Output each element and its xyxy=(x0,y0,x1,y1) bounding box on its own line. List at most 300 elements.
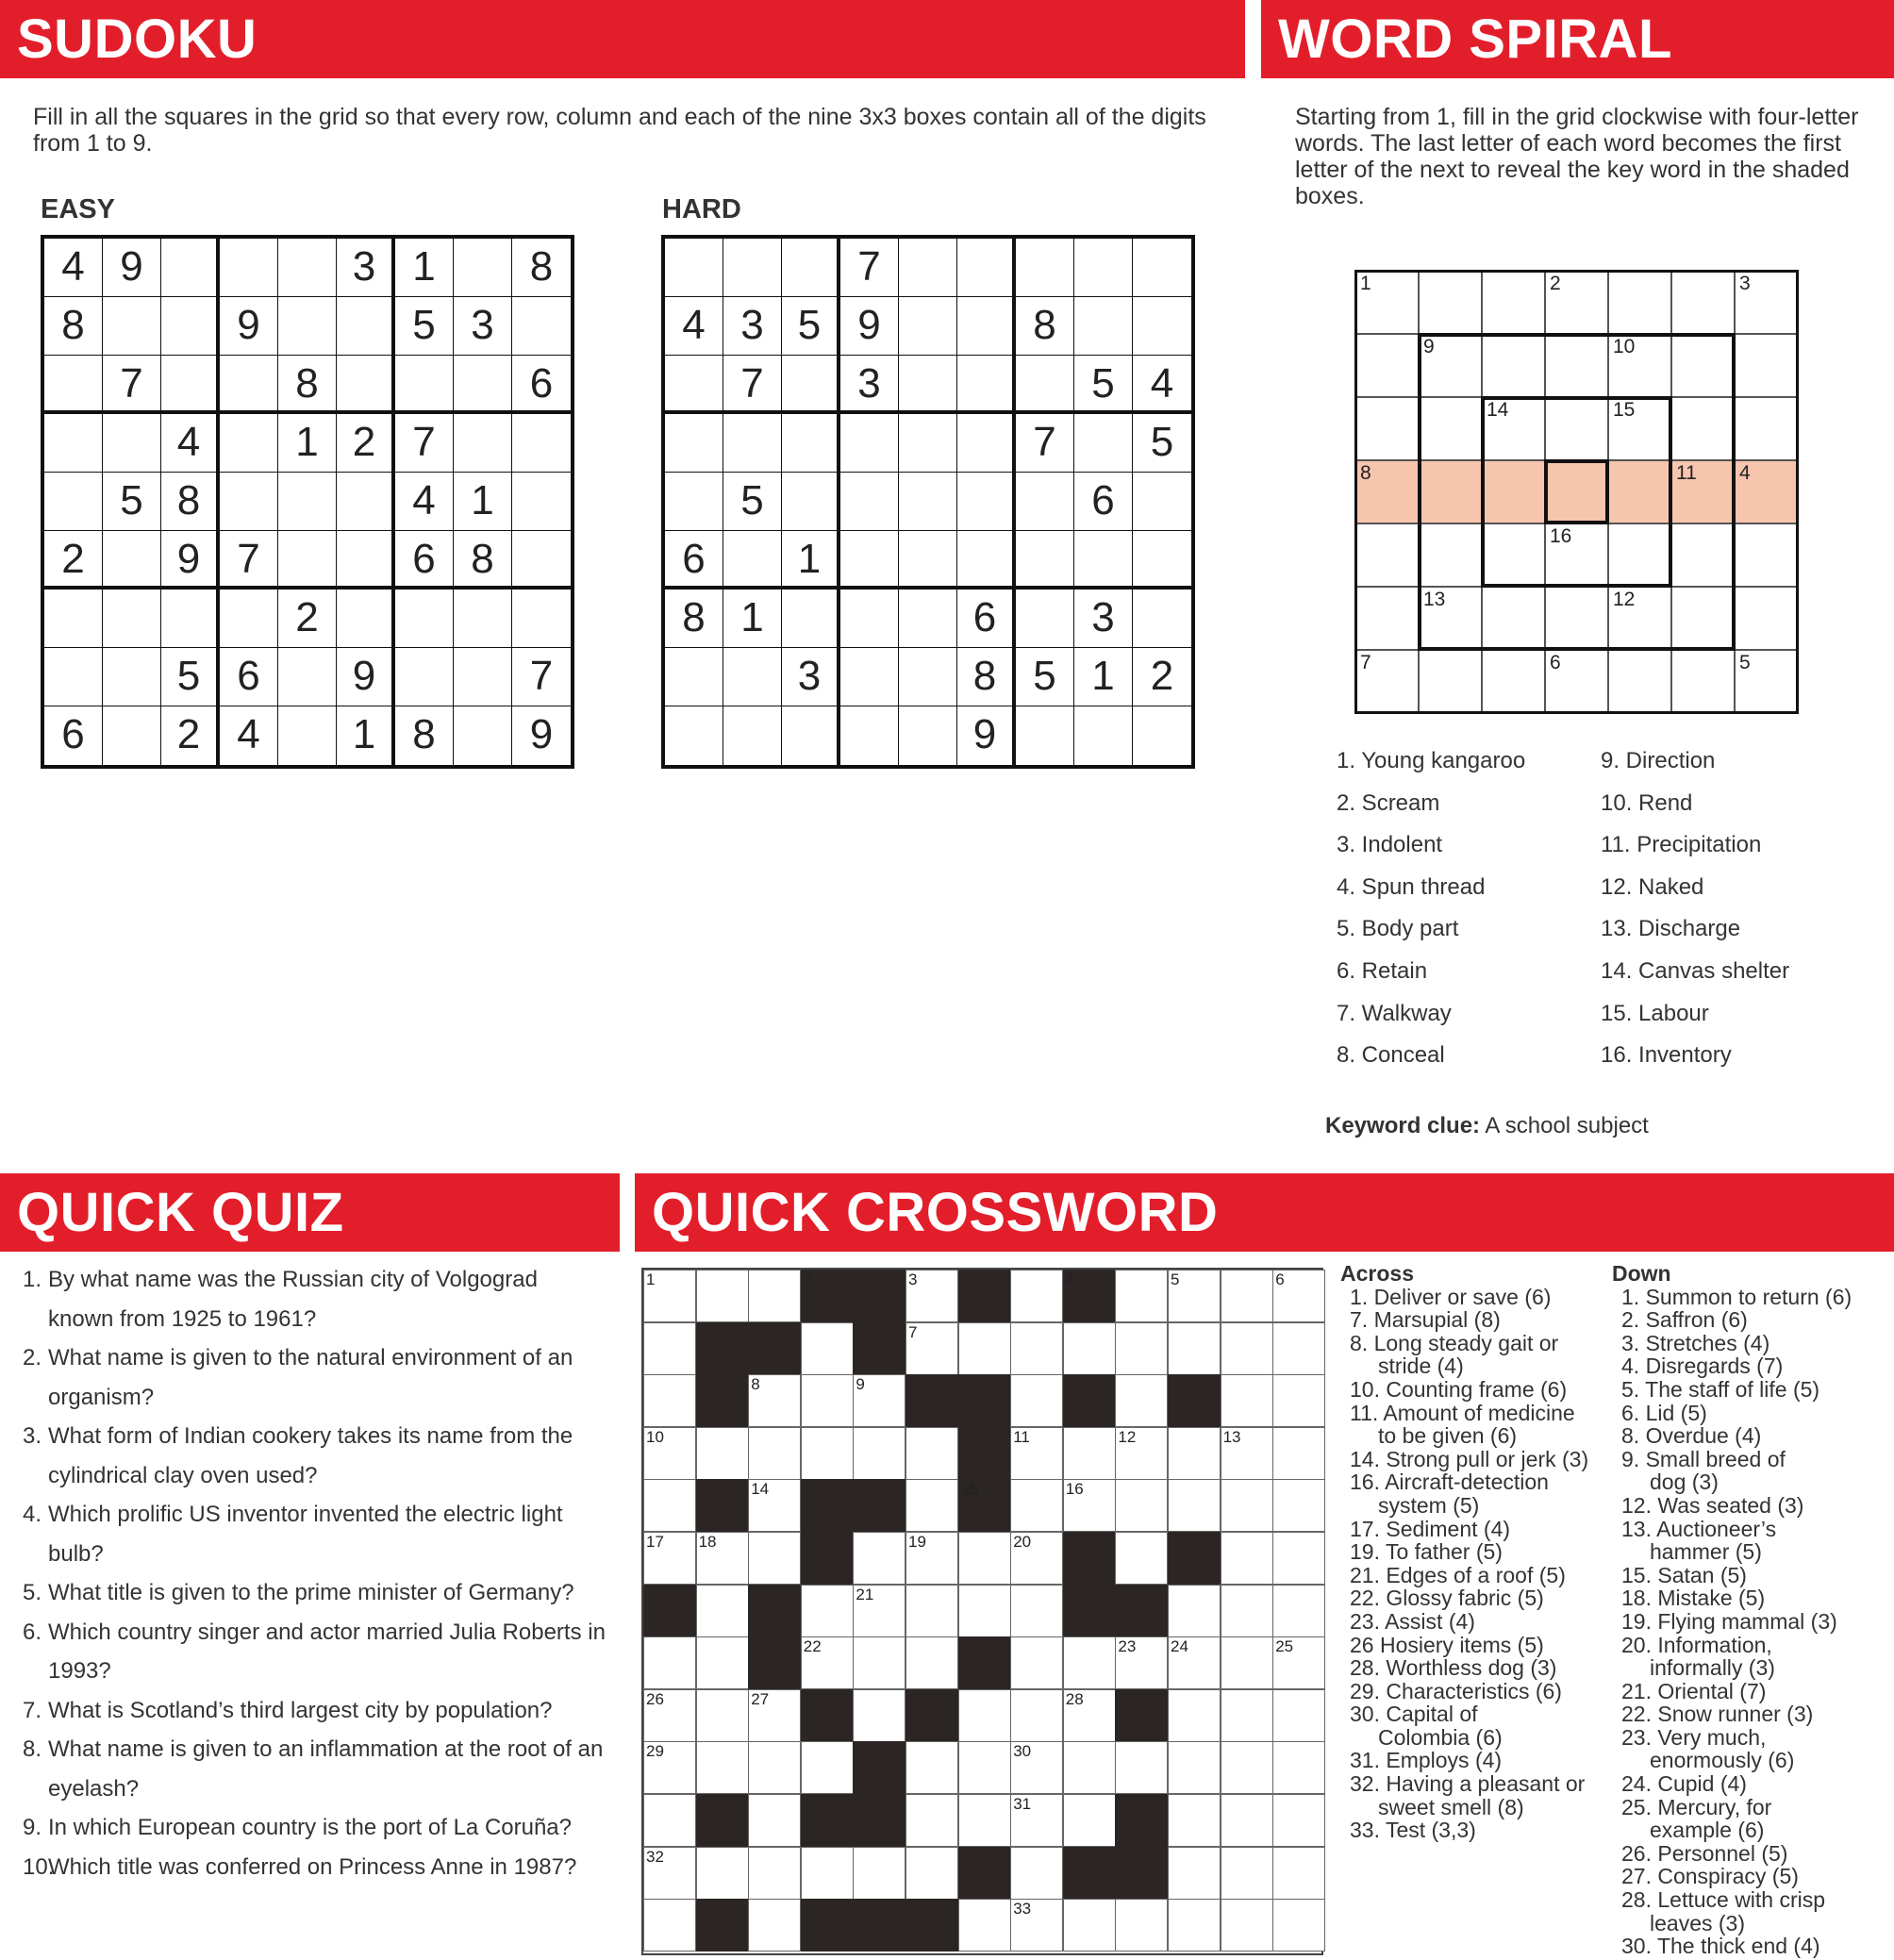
crossword-black-cell xyxy=(1115,1794,1168,1847)
sudoku-cell[interactable] xyxy=(840,590,899,648)
sudoku-cell[interactable]: 1 xyxy=(454,473,512,531)
sudoku-cell[interactable] xyxy=(278,531,337,590)
crossword-cell[interactable] xyxy=(1168,1794,1221,1847)
sudoku-cell[interactable]: 7 xyxy=(1016,414,1074,473)
crossword-cell[interactable] xyxy=(643,1322,696,1375)
sudoku-cell[interactable] xyxy=(723,648,782,706)
sudoku-cell[interactable]: 4 xyxy=(1133,356,1191,414)
crossword-black-cell xyxy=(748,1636,801,1689)
sudoku-cell[interactable]: 5 xyxy=(161,648,220,706)
crossword-cell[interactable] xyxy=(643,1374,696,1427)
down-clue: 5. The staff of life (5) xyxy=(1621,1376,1820,1402)
sudoku-cell[interactable] xyxy=(665,648,723,706)
sudoku-cell[interactable]: 7 xyxy=(723,356,782,414)
crossword-cell[interactable] xyxy=(1221,1636,1273,1689)
down-clues xyxy=(1612,1262,1890,1958)
sudoku-cell[interactable] xyxy=(220,473,278,531)
sudoku-cell[interactable]: 1 xyxy=(1074,648,1133,706)
sudoku-cell[interactable] xyxy=(161,297,220,356)
crossword-cell[interactable] xyxy=(1221,1479,1273,1532)
spiral-ring-border xyxy=(1544,459,1609,524)
crossword-cell[interactable] xyxy=(748,1741,801,1794)
sudoku-cell[interactable] xyxy=(723,706,782,765)
sudoku-cell[interactable] xyxy=(957,297,1016,356)
sudoku-cell[interactable] xyxy=(454,414,512,473)
crossword-cell[interactable] xyxy=(748,1427,801,1480)
sudoku-cell[interactable]: 8 xyxy=(1016,297,1074,356)
sudoku-cell[interactable]: 5 xyxy=(395,297,454,356)
sudoku-cell[interactable] xyxy=(1016,356,1074,414)
crossword-cell[interactable] xyxy=(748,1532,801,1585)
sudoku-cell[interactable]: 6 xyxy=(957,590,1016,648)
sudoku-cell[interactable] xyxy=(665,414,723,473)
crossword-cell[interactable] xyxy=(801,1741,854,1794)
sudoku-cell[interactable] xyxy=(512,590,571,648)
sudoku-cell[interactable] xyxy=(278,473,337,531)
crossword-cell[interactable] xyxy=(958,1532,1011,1585)
crossword-cell[interactable] xyxy=(696,1270,749,1322)
sudoku-cell[interactable]: 8 xyxy=(44,297,103,356)
spiral-number: 14 xyxy=(1487,399,1509,421)
sudoku-cell[interactable]: 1 xyxy=(782,531,840,590)
crossword-cell[interactable] xyxy=(696,1689,749,1742)
quiz-question xyxy=(23,1808,607,1848)
sudoku-cell[interactable] xyxy=(723,239,782,297)
sudoku-cell[interactable]: 5 xyxy=(1016,648,1074,706)
crossword-cell[interactable] xyxy=(1221,1322,1273,1375)
crossword-cell[interactable] xyxy=(1272,1322,1325,1375)
crossword-cell[interactable] xyxy=(1010,1585,1063,1637)
sudoku-cell[interactable] xyxy=(899,473,957,531)
crossword-cell[interactable] xyxy=(643,1479,696,1532)
crossword-cell[interactable] xyxy=(801,1322,854,1375)
sudoku-cell[interactable]: 8 xyxy=(278,356,337,414)
crossword-cell[interactable] xyxy=(801,1427,854,1480)
sudoku-cell[interactable]: 8 xyxy=(512,239,571,297)
crossword-black-cell xyxy=(958,1847,1011,1900)
sudoku-cell[interactable]: 9 xyxy=(337,648,395,706)
crossword-cell[interactable] xyxy=(1272,1847,1325,1900)
sudoku-cell[interactable] xyxy=(1133,297,1191,356)
sudoku-cell[interactable] xyxy=(1133,239,1191,297)
crossword-cell[interactable] xyxy=(905,1585,958,1637)
sudoku-cell[interactable] xyxy=(278,706,337,765)
sudoku-cell[interactable] xyxy=(337,473,395,531)
crossword-cell[interactable] xyxy=(1221,1899,1273,1952)
crossword-cell[interactable] xyxy=(1115,1322,1168,1375)
crossword-cell[interactable] xyxy=(1221,1794,1273,1847)
sudoku-cell[interactable] xyxy=(220,414,278,473)
sudoku-cell[interactable]: 3 xyxy=(1074,590,1133,648)
sudoku-cell[interactable]: 6 xyxy=(1074,473,1133,531)
crossword-cell[interactable] xyxy=(905,1847,958,1900)
crossword-number: 22 xyxy=(803,1637,822,1656)
crossword-cell[interactable] xyxy=(643,1636,696,1689)
crossword-cell[interactable] xyxy=(1063,1322,1116,1375)
crossword-cell[interactable] xyxy=(853,1532,905,1585)
sudoku-cell[interactable] xyxy=(899,648,957,706)
crossword-cell[interactable] xyxy=(1272,1741,1325,1794)
sudoku-cell[interactable]: 6 xyxy=(220,648,278,706)
sudoku-cell[interactable] xyxy=(395,356,454,414)
crossword-cell[interactable] xyxy=(1115,1479,1168,1532)
quiz-question-number: 9. xyxy=(23,1815,42,1840)
sudoku-cell[interactable] xyxy=(395,590,454,648)
sudoku-cell[interactable] xyxy=(220,356,278,414)
sudoku-cell[interactable] xyxy=(840,473,899,531)
sudoku-cell[interactable] xyxy=(220,239,278,297)
crossword-cell[interactable] xyxy=(1221,1585,1273,1637)
sudoku-cell[interactable]: 3 xyxy=(723,297,782,356)
crossword-cell[interactable] xyxy=(958,1794,1011,1847)
sudoku-cell[interactable] xyxy=(1133,706,1191,765)
crossword-black-cell xyxy=(748,1585,801,1637)
sudoku-cell[interactable] xyxy=(1074,297,1133,356)
sudoku-cell[interactable]: 3 xyxy=(840,356,899,414)
sudoku-cell[interactable] xyxy=(1016,590,1074,648)
quiz-question-text: What name is given to the natural environment of an organism? xyxy=(48,1345,573,1410)
crossword-cell[interactable] xyxy=(1115,1741,1168,1794)
quick-quiz-questions xyxy=(23,1260,607,1886)
sudoku-cell[interactable]: 9 xyxy=(529,711,554,757)
crossword-cell[interactable] xyxy=(958,1585,1011,1637)
crossword-cell[interactable] xyxy=(1272,1374,1325,1427)
sudoku-cell[interactable] xyxy=(1133,590,1191,648)
crossword-cell[interactable] xyxy=(1221,1532,1273,1585)
crossword-cell[interactable] xyxy=(1221,1270,1273,1322)
crossword-cell[interactable] xyxy=(643,1899,696,1952)
crossword-cell[interactable] xyxy=(1272,1794,1325,1847)
sudoku-cell[interactable] xyxy=(161,239,220,297)
sudoku-cell[interactable] xyxy=(840,531,899,590)
down-clue: 18. Mistake (5) xyxy=(1621,1586,1766,1611)
sudoku-cell[interactable] xyxy=(1016,473,1074,531)
crossword-cell[interactable] xyxy=(853,1847,905,1900)
sudoku-cell[interactable] xyxy=(899,531,957,590)
sudoku-cell[interactable] xyxy=(512,414,571,473)
crossword-black-cell xyxy=(696,1374,749,1427)
sudoku-cell[interactable]: 9 xyxy=(220,297,278,356)
crossword-cell[interactable] xyxy=(1272,1899,1325,1952)
sudoku-cell[interactable]: 2 xyxy=(337,414,395,473)
sudoku-cell[interactable] xyxy=(337,356,395,414)
crossword-cell[interactable] xyxy=(1221,1689,1273,1742)
sudoku-cell[interactable] xyxy=(454,356,512,414)
sudoku-cell[interactable]: 5 xyxy=(1133,414,1191,473)
sudoku-cell[interactable] xyxy=(840,414,899,473)
sudoku-cell[interactable] xyxy=(957,414,1016,473)
sudoku-cell[interactable] xyxy=(44,356,103,414)
crossword-cell[interactable] xyxy=(1115,1374,1168,1427)
crossword-cell[interactable] xyxy=(1010,1847,1063,1900)
sudoku-cell[interactable] xyxy=(665,239,723,297)
crossword-cell[interactable] xyxy=(1168,1585,1221,1637)
sudoku-cell[interactable]: 8 xyxy=(957,648,1016,706)
sudoku-cell[interactable] xyxy=(723,531,782,590)
sudoku-cell[interactable] xyxy=(337,590,395,648)
sudoku-cell[interactable] xyxy=(665,356,723,414)
crossword-cell[interactable] xyxy=(1168,1847,1221,1900)
sudoku-cell[interactable]: 7 xyxy=(103,356,161,414)
sudoku-cell[interactable] xyxy=(1016,531,1074,590)
sudoku-cell[interactable]: 5 xyxy=(723,473,782,531)
spiral-number: 5 xyxy=(1739,652,1751,673)
crossword-black-cell xyxy=(958,1636,1011,1689)
sudoku-cell[interactable]: 1 xyxy=(337,706,395,765)
crossword-cell[interactable] xyxy=(905,1636,958,1689)
sudoku-cell[interactable] xyxy=(278,297,337,356)
sudoku-cell[interactable]: 9 xyxy=(161,531,220,590)
sudoku-cell[interactable]: 7 xyxy=(220,531,278,590)
sudoku-cell[interactable]: 8 xyxy=(161,473,220,531)
crossword-number: 8 xyxy=(751,1375,760,1394)
sudoku-cell[interactable] xyxy=(1016,706,1074,765)
sudoku-cell[interactable] xyxy=(782,590,840,648)
crossword-cell[interactable] xyxy=(1063,1794,1116,1847)
sudoku-cell[interactable] xyxy=(1074,414,1133,473)
crossword-cell[interactable] xyxy=(1010,1322,1063,1375)
sudoku-cell[interactable] xyxy=(103,297,161,356)
crossword-black-cell xyxy=(853,1899,905,1952)
sudoku-cell[interactable]: 3 xyxy=(454,297,512,356)
crossword-number: 10 xyxy=(646,1427,664,1446)
crossword-cell[interactable] xyxy=(1010,1270,1063,1322)
spiral-clue: 4. Spun thread xyxy=(1337,873,1486,900)
crossword-cell[interactable] xyxy=(853,1636,905,1689)
sudoku-cell[interactable]: 6 xyxy=(512,356,571,414)
sudoku-cell[interactable] xyxy=(782,473,840,531)
sudoku-cell[interactable] xyxy=(337,531,395,590)
crossword-cell[interactable] xyxy=(696,1427,749,1480)
crossword-cell[interactable] xyxy=(696,1585,749,1637)
crossword-cell[interactable] xyxy=(696,1636,749,1689)
sudoku-cell[interactable] xyxy=(220,590,278,648)
sudoku-cell[interactable] xyxy=(723,414,782,473)
crossword-cell[interactable] xyxy=(1063,1427,1116,1480)
crossword-cell[interactable] xyxy=(748,1270,801,1322)
sudoku-cell[interactable]: 2 xyxy=(161,706,220,765)
crossword-cell[interactable] xyxy=(1063,1899,1116,1952)
sudoku-cell[interactable]: 5 xyxy=(103,473,161,531)
sudoku-cell[interactable] xyxy=(782,414,840,473)
sudoku-cell[interactable]: 9 xyxy=(957,706,1016,765)
crossword-cell[interactable] xyxy=(905,1794,958,1847)
crossword-cell[interactable] xyxy=(905,1741,958,1794)
sudoku-cell[interactable] xyxy=(665,473,723,531)
crossword-cell[interactable] xyxy=(748,1899,801,1952)
sudoku-cell[interactable] xyxy=(44,473,103,531)
sudoku-cell[interactable] xyxy=(103,414,161,473)
sudoku-cell[interactable]: 3 xyxy=(782,648,840,706)
sudoku-cell[interactable]: 8 xyxy=(454,531,512,590)
sudoku-cell[interactable]: 3 xyxy=(337,239,395,297)
crossword-cell[interactable] xyxy=(801,1374,854,1427)
sudoku-cell[interactable]: 4 xyxy=(44,239,103,297)
crossword-cell[interactable] xyxy=(1010,1689,1063,1742)
crossword-cell[interactable] xyxy=(958,1741,1011,1794)
crossword-cell[interactable] xyxy=(1272,1427,1325,1480)
spiral-number: 1 xyxy=(1360,273,1371,294)
sudoku-cell[interactable] xyxy=(278,648,337,706)
spiral-number: 6 xyxy=(1550,652,1561,673)
sudoku-cell[interactable]: 4 xyxy=(665,297,723,356)
sudoku-cell[interactable] xyxy=(840,648,899,706)
sudoku-cell[interactable]: 4 xyxy=(395,473,454,531)
sudoku-cell[interactable] xyxy=(899,356,957,414)
crossword-cell[interactable] xyxy=(1221,1374,1273,1427)
crossword-cell[interactable] xyxy=(1063,1636,1116,1689)
crossword-cell[interactable] xyxy=(1272,1689,1325,1742)
sudoku-cell[interactable] xyxy=(454,239,512,297)
sudoku-cell[interactable]: 6 xyxy=(665,531,723,590)
crossword-cell[interactable] xyxy=(1115,1270,1168,1322)
sudoku-cell[interactable]: 8 xyxy=(395,706,454,765)
sudoku-cell[interactable] xyxy=(1016,239,1074,297)
crossword-cell[interactable] xyxy=(1168,1479,1221,1532)
sudoku-cell[interactable] xyxy=(454,706,512,765)
word-spiral-banner xyxy=(1261,0,1894,78)
sudoku-cell[interactable]: 5 xyxy=(1074,356,1133,414)
crossword-cell[interactable] xyxy=(1221,1847,1273,1900)
crossword-cell[interactable] xyxy=(1115,1532,1168,1585)
sudoku-cell[interactable]: 2 xyxy=(44,531,103,590)
sudoku-cell[interactable] xyxy=(44,648,103,706)
crossword-cell[interactable] xyxy=(1010,1636,1063,1689)
crossword-cell[interactable] xyxy=(853,1689,905,1742)
sudoku-cell[interactable] xyxy=(103,706,161,765)
down-clue: dog (3) xyxy=(1650,1470,1719,1495)
crossword-cell[interactable] xyxy=(905,1479,958,1532)
crossword-black-cell xyxy=(853,1270,905,1322)
crossword-black-cell xyxy=(696,1899,749,1952)
crossword-cell[interactable] xyxy=(958,1322,1011,1375)
sudoku-cell[interactable] xyxy=(512,473,571,531)
crossword-cell[interactable] xyxy=(1168,1427,1221,1480)
sudoku-cell[interactable]: 8 xyxy=(665,590,723,648)
sudoku-cell[interactable] xyxy=(103,648,161,706)
across-clue: 22. Glossy fabric (5) xyxy=(1350,1586,1544,1611)
sudoku-cell[interactable] xyxy=(512,531,571,590)
crossword-cell[interactable] xyxy=(1221,1741,1273,1794)
crossword-black-cell xyxy=(801,1899,854,1952)
quiz-question-text: In which European country is the port of La Coruña? xyxy=(48,1815,572,1840)
sudoku-cell[interactable] xyxy=(899,297,957,356)
sudoku-cell[interactable] xyxy=(44,590,103,648)
crossword-cell[interactable] xyxy=(801,1585,854,1637)
sudoku-cell[interactable]: 4 xyxy=(220,706,278,765)
sudoku-cell[interactable]: 4 xyxy=(161,414,220,473)
crossword-cell[interactable] xyxy=(1168,1689,1221,1742)
crossword-cell[interactable] xyxy=(958,1689,1011,1742)
crossword-cell[interactable] xyxy=(748,1847,801,1900)
crossword-black-cell xyxy=(696,1479,749,1532)
crossword-cell[interactable] xyxy=(1115,1899,1168,1952)
crossword-black-cell xyxy=(748,1322,801,1375)
sudoku-cell[interactable] xyxy=(957,239,1016,297)
crossword-cell[interactable] xyxy=(1168,1899,1221,1952)
sudoku-cell[interactable] xyxy=(665,706,723,765)
sudoku-cell[interactable]: 7 xyxy=(512,648,571,706)
sudoku-cell[interactable] xyxy=(840,706,899,765)
sudoku-cell[interactable]: 7 xyxy=(840,239,899,297)
crossword-cell[interactable] xyxy=(1010,1479,1063,1532)
sudoku-cell[interactable] xyxy=(899,590,957,648)
sudoku-cell[interactable] xyxy=(454,590,512,648)
sudoku-cell[interactable] xyxy=(957,473,1016,531)
sudoku-cell[interactable] xyxy=(782,239,840,297)
sudoku-cell[interactable]: 9 xyxy=(840,297,899,356)
sudoku-cell[interactable]: 2 xyxy=(278,590,337,648)
crossword-cell[interactable] xyxy=(853,1427,905,1480)
sudoku-cell[interactable] xyxy=(278,239,337,297)
crossword-cell[interactable] xyxy=(696,1847,749,1900)
crossword-cell[interactable] xyxy=(748,1794,801,1847)
crossword-cell[interactable] xyxy=(1168,1322,1221,1375)
down-clue: 6. Lid (5) xyxy=(1621,1400,1707,1425)
crossword-cell[interactable] xyxy=(1272,1479,1325,1532)
sudoku-cell[interactable] xyxy=(1074,239,1133,297)
sudoku-cell[interactable] xyxy=(161,590,220,648)
crossword-cell[interactable] xyxy=(696,1741,749,1794)
sudoku-cell[interactable]: 6 xyxy=(395,531,454,590)
crossword-cell[interactable] xyxy=(1063,1741,1116,1794)
sudoku-cell[interactable] xyxy=(782,706,840,765)
sudoku-cell[interactable] xyxy=(395,648,454,706)
across-clue: to be given (6) xyxy=(1378,1423,1518,1449)
sudoku-cell[interactable] xyxy=(337,297,395,356)
quiz-question-number: 7. xyxy=(23,1697,42,1723)
sudoku-cell[interactable] xyxy=(1133,473,1191,531)
sudoku-cell[interactable]: 5 xyxy=(782,297,840,356)
sudoku-cell[interactable]: 6 xyxy=(44,706,103,765)
sudoku-cell[interactable] xyxy=(103,590,161,648)
crossword-black-cell xyxy=(801,1689,854,1742)
crossword-cell[interactable] xyxy=(643,1794,696,1847)
crossword-cell[interactable] xyxy=(958,1899,1011,1952)
sudoku-cell[interactable] xyxy=(1074,531,1133,590)
sudoku-cell[interactable] xyxy=(899,414,957,473)
sudoku-cell[interactable]: 9 xyxy=(103,239,161,297)
sudoku-cell[interactable]: 2 xyxy=(1133,648,1191,706)
sudoku-cell[interactable]: 1 xyxy=(278,414,337,473)
sudoku-cell[interactable] xyxy=(103,531,161,590)
sudoku-cell[interactable] xyxy=(957,356,1016,414)
sudoku-cell[interactable] xyxy=(782,356,840,414)
sudoku-cell[interactable] xyxy=(899,239,957,297)
crossword-black-cell xyxy=(853,1479,905,1532)
crossword-cell[interactable] xyxy=(1272,1585,1325,1637)
crossword-cell[interactable] xyxy=(905,1427,958,1480)
sudoku-cell[interactable] xyxy=(454,648,512,706)
sudoku-cell[interactable] xyxy=(44,414,103,473)
sudoku-cell[interactable]: 7 xyxy=(395,414,454,473)
sudoku-cell[interactable]: 1 xyxy=(395,239,454,297)
sudoku-cell[interactable] xyxy=(1133,531,1191,590)
down-clue: 25. Mercury, for xyxy=(1621,1794,1772,1819)
sudoku-cell[interactable] xyxy=(161,356,220,414)
crossword-cell[interactable] xyxy=(801,1847,854,1900)
sudoku-cell[interactable]: 1 xyxy=(723,590,782,648)
sudoku-cell[interactable] xyxy=(899,706,957,765)
crossword-cell[interactable] xyxy=(1272,1532,1325,1585)
crossword-cell[interactable] xyxy=(1168,1741,1221,1794)
across-clue: 29. Characteristics (6) xyxy=(1350,1678,1562,1703)
word-spiral-title: WORD SPIRAL xyxy=(1278,8,1672,70)
sudoku-cell[interactable] xyxy=(957,531,1016,590)
sudoku-cell[interactable] xyxy=(1074,706,1133,765)
sudoku-cell[interactable] xyxy=(512,297,571,356)
crossword-cell[interactable] xyxy=(1010,1374,1063,1427)
